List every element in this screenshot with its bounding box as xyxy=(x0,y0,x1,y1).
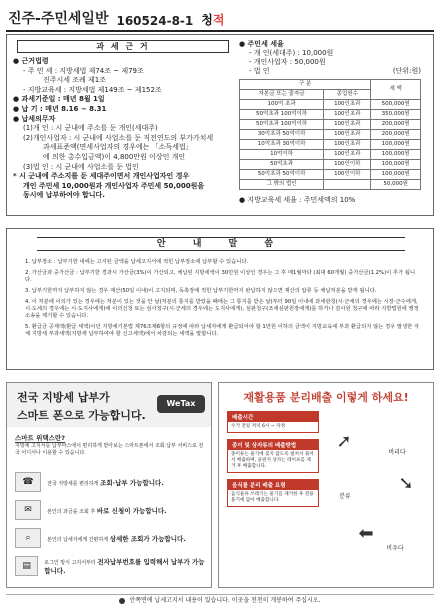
ad-step xyxy=(15,527,205,549)
guide-label: 배출시간 xyxy=(228,412,318,422)
table-cell: 100,000원 xyxy=(371,140,421,150)
table-cell: 50억초과 xyxy=(240,160,324,170)
color-mark-blue: 청 xyxy=(201,13,213,27)
recycling-guide xyxy=(227,411,319,513)
table-cell: 200,000원 xyxy=(371,130,421,140)
education-tax-rate: ● 지방교육세 세율 : 주민세액의 10% xyxy=(239,196,356,204)
table-cell: 500,000원 xyxy=(371,100,421,110)
tax-line: (3)법 인 : 시 군내에 사업소를 둔 법인 xyxy=(23,162,139,171)
recycling-ad xyxy=(218,382,434,588)
table-cell: 100인초과 xyxy=(324,130,371,140)
tax-line: ● 과세기준일 : 매년 8월 1일 xyxy=(13,95,105,104)
notice-item: 2. 가산금과 중가산금 : 납부기한 경과시 가산금(3%)이 가산되고, 체납된 지방세액이 30만원 이상인 경우는 그 후 매1월마다 (최대 60개월) 중가산금(1.2%)이 추가 됩니다. xyxy=(25,270,416,283)
rate-line-corporate xyxy=(239,67,429,76)
cycle-label: 비우다 xyxy=(386,545,404,552)
cycle-label: 버리다 xyxy=(388,449,406,456)
table-cell xyxy=(324,180,371,190)
footer-text: 안쪽면에 납세고지서 내용이 있습니다. 이곳을 천천히 개봉하여 주십시오. xyxy=(129,597,321,604)
color-mark-red: 적 xyxy=(212,13,225,27)
corporate-rate-table xyxy=(239,79,421,190)
cycle-arrow-icon: ➘ xyxy=(398,473,414,494)
tax-basis-section xyxy=(6,34,434,216)
rate-line: - 개 인(세대주) : 10,000원 xyxy=(249,49,334,57)
table-header: 자본금 또는 출자금 xyxy=(240,90,324,100)
table-header-row xyxy=(240,80,421,90)
smart-payment-ad xyxy=(6,382,212,588)
tax-line: (1)개 인 : 시 군내에 주소를 둔 개인(세대주) xyxy=(23,124,158,133)
table-cell: 100억 초과 xyxy=(240,100,324,110)
ad-header xyxy=(7,383,211,427)
receipt-icon: ✉ xyxy=(15,500,41,520)
table-row xyxy=(240,100,421,110)
tax-line: 과세표준액(면세사업자의 경우에는 「소득세법」 xyxy=(43,143,193,152)
ad-step xyxy=(15,499,205,521)
guide-label: 음식물 분리 배출 요령 xyxy=(228,480,318,490)
step-text: 전국 지방세를 편리하게 조회·납부 가능합니다. xyxy=(47,478,164,487)
table-row xyxy=(240,160,421,170)
table-header: 구 분 xyxy=(240,80,371,90)
tax-line: (2)개인사업자 : 시 군내에 사업소를 둔 직전연도의 부가가치세 xyxy=(23,133,214,142)
notice-item: 4. 이 처분에 이의가 있는 경우에는 처분이 있는 것을 안 날(처분의 통지를 받았을 때에는 그 통지를 받은 날)부터 90일 이내에 과세관청(시·군세의 경우에는 시장·군수에게, 시·도세의 경우에는 시·도지사에게)에 이의신청 또는 심사청구(시·군세의 경우에는 도지사에게), 심판청구(조세심판원장에게)를 하거나 감사원 청구에 따라 지방법원에 행정소송을 제기할 수 있습니다. xyxy=(25,299,419,319)
tax-line: ● 납세의무자 xyxy=(13,114,56,123)
table-header: 세 액 xyxy=(371,80,421,100)
tax-line: 진주시세 조례 제1조 xyxy=(43,76,106,85)
rate-line: - 법 인 xyxy=(249,67,270,75)
guide-label: 종이 및 상자류의 배출방법 xyxy=(228,440,318,450)
tax-line: 개인 주민세 10,000원과 개인사업자 주민세 50,000원을 xyxy=(23,181,205,190)
table-cell: 50억초과 50억이하 xyxy=(240,170,324,180)
table-cell: 100,000원 xyxy=(371,160,421,170)
table-cell: 100인초과 xyxy=(324,150,371,160)
header-rule xyxy=(6,30,434,32)
table-cell: 50,000원 xyxy=(371,180,421,190)
step-text: 로그인 방식 고지서부터 전자납부번호를 입력해서 납부가 가능합니다. xyxy=(44,558,205,575)
guide-box xyxy=(227,479,319,507)
notice-item: 5. 환급금 공제액(환급 세액)이던 지방세기본법 제76조제6항의 규정에 따라 납세자에게 환급되어야 할 1만원 이하의 금액이 지방교육세 부과 환급되지 않는 경우 발생한 자체 지방세 부과세액(지방세 납부하여야 할 신고세액)에서 차감되는 세액을 말합니다. xyxy=(25,324,420,337)
recycling-title: 재활용품 분리배출 이렇게 하세요! xyxy=(243,391,409,404)
doc-icon: ▤ xyxy=(15,556,38,576)
ad-description: 지방세 고지서를 납부마스에서 편리하게 받아보는 스마트폰에서 조회·납부 서비스로 전국 어디서나 이용할 수 있습니다. xyxy=(15,443,204,456)
table-cell: 100,000원 xyxy=(371,170,421,180)
table-row xyxy=(240,130,421,140)
cycle-arrow-icon: ⬅ xyxy=(358,523,374,544)
tax-line: - 주 민 세 : 지방세법 제74조 ~ 제79조 xyxy=(23,66,144,75)
table-cell: 10억이하 xyxy=(240,150,324,160)
phone-icon: ☎ xyxy=(15,472,41,492)
notice-item: 3. 납부기한까지 납부하지 않는 경우 재산(50일 이내)이 고지되며, 독촉장에 적힌 납부기한까지 완납하지 않으면 재산의 압류 등 체납처분을 받게 됩니다. xyxy=(25,288,377,294)
tax-line: - 지방교육세 : 지방세법 제149조 ~ 제152조 xyxy=(23,85,162,94)
tax-line: ● 근거법령 xyxy=(13,57,49,65)
footer-note xyxy=(6,594,434,605)
table-row xyxy=(240,170,421,180)
guide-text: 종이류는 물기에 젖지 않도록 펼쳐서 묶어서 배출하며, 골판지 상자는 테이프를 제거 후 배출합니다. xyxy=(231,452,314,469)
tax-rate-right xyxy=(239,40,429,210)
rate-line: ● 주민세 세율 xyxy=(239,40,284,48)
table-cell: 100인초과 xyxy=(324,100,371,110)
ad-subtitle: 스마트 위택스란? xyxy=(15,434,65,442)
table-row xyxy=(240,180,421,190)
guide-text: 음식물류 쓰레기는 물기를 제거한 후 전용 용기에 담아 배출합니다. xyxy=(231,492,314,503)
tax-basis-left xyxy=(13,40,235,210)
step-text: 본인의 납세자에게 간편하게 상세한 조회가 가능합니다. xyxy=(47,534,186,543)
unit-label: (단위:원) xyxy=(392,67,421,75)
table-cell: 100인이하 xyxy=(324,170,371,180)
document-code: 160524-8-1 xyxy=(116,14,194,28)
table-cell: 50억초과 100억이하 xyxy=(240,110,324,120)
tax-line: ● 납 기 : 매년 8.16 ~ 8.31 xyxy=(13,104,107,113)
tax-line: 에 의한 총수입금액)이 4,800만원 이상인 개인 xyxy=(43,152,186,161)
guide-text: 수거 전일 저녁 6시 ~ 자정 xyxy=(231,424,286,429)
cycle-arrow-icon: ➚ xyxy=(336,431,352,452)
table-cell: 그 밖의 법인 xyxy=(240,180,324,190)
table-cell: 350,000원 xyxy=(371,110,421,120)
notice-section xyxy=(6,228,434,370)
tax-line: 동시에 납부하여야 합니다. xyxy=(23,191,105,200)
wetax-logo: WeTax xyxy=(157,395,205,413)
tax-basis-title: 과 세 근 거 xyxy=(17,40,229,53)
table-row xyxy=(240,120,421,130)
ad-title-line2: 스마트 폰으로 가능합니다. xyxy=(17,409,146,422)
table-cell: 100인초과 xyxy=(324,110,371,120)
document-header xyxy=(8,6,432,28)
bullet-icon xyxy=(119,598,125,604)
table-row xyxy=(240,110,421,120)
notice-title: 안 내 말 씀 xyxy=(37,237,405,251)
table-cell: 100인초과 xyxy=(324,140,371,150)
rate-line: - 개인사업자 : 50,000원 xyxy=(249,58,326,66)
table-cell: 50억초과 100억이하 xyxy=(240,120,324,130)
document-title: 진주-주민세일반 xyxy=(8,11,109,27)
table-cell: 100인이하 xyxy=(324,160,371,170)
table-row xyxy=(240,140,421,150)
table-cell: 30억초과 50억이하 xyxy=(240,130,324,140)
table-cell: 10억초과 30억이하 xyxy=(240,140,324,150)
guide-box xyxy=(227,411,319,433)
cycle-label: 분류 xyxy=(339,493,351,500)
step-text: 본인의 과금을 조회 후 바로 신청이 가능합니다. xyxy=(47,506,167,515)
tax-line: * 시 군내에 주소지를 둔 세대주이면서 개인사업자인 경우 xyxy=(13,172,190,181)
table-cell: 100,000원 xyxy=(371,150,421,160)
ad-step xyxy=(15,555,205,577)
table-header: 종업원수 xyxy=(324,90,371,100)
guide-box xyxy=(227,439,319,473)
ad-step xyxy=(15,471,205,493)
notice-item: 1. 납부장소 : 납부기한 내에는 고지된 금액을 납세고지서에 적힌 납부장소에 납부할 수 있습니다. xyxy=(25,259,249,265)
table-row xyxy=(240,150,421,160)
recycle-cycle-diagram xyxy=(325,413,427,573)
ad-title-line1: 전국 지방세 납부가 xyxy=(17,391,110,404)
table-cell: 200,000원 xyxy=(371,120,421,130)
notice-body xyxy=(25,259,421,367)
search-icon: ⌕ xyxy=(15,528,41,548)
table-cell: 100인초과 xyxy=(324,120,371,130)
